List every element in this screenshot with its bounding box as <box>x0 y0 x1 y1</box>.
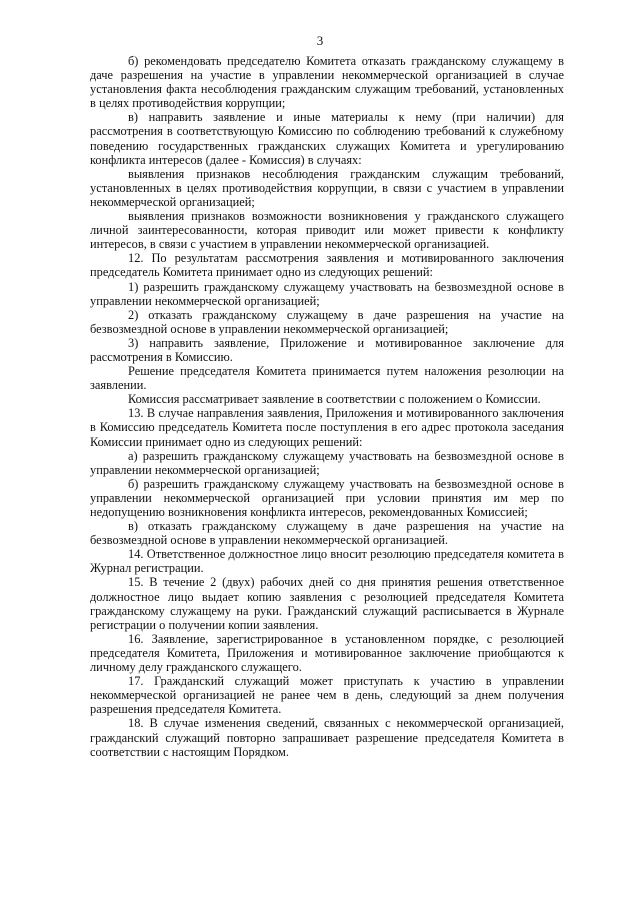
paragraph-12: 12. По результатам рассмотрения заявления и мотивированного заключения председатель Комитета принимает одно из следующих решений: <box>90 251 564 280</box>
paragraph-15: 15. В течение 2 (двух) рабочих дней со дня принятия решения ответственное должностное лицо выдает копию заявления с резолюцией председателя Комитета гражданскому служащему на руки. Гражданский служащий расписывается в Журнале регистрации о получении копии заявления. <box>90 575 564 632</box>
paragraph-17: 17. Гражданский служащий может приступать к участию в управлении некоммерческой организацией не ранее чем в день, следующий за днем получения разрешения председателя Комитета. <box>90 674 564 717</box>
paragraph-14: 14. Ответственное должностное лицо вносит резолюцию председателя комитета в Журнал регистрации. <box>90 547 564 576</box>
page-number: 3 <box>316 33 324 48</box>
paragraph-12-commission: Комиссия рассматривает заявление в соответствии с положением о Комиссии. <box>128 392 541 407</box>
paragraph-12-2: 2) отказать гражданскому служащему в даче разрешения на участие на безвозмездной основе в управлении некоммерческой организацией; <box>90 307 564 336</box>
paragraph-13v: в) отказать гражданскому служащему в даче разрешения на участие на безвозмездной основе в управлении некоммерческой организацией. <box>90 519 564 548</box>
paragraph-11v-case-1: выявления признаков несоблюдения гражданским служащим требований, установленных в целях противодействия коррупции, в связи с участием в управлении некоммерческой организацией; <box>90 166 564 209</box>
paragraph-16: 16. Заявление, зарегистрированное в установленном порядке, с резолюцией председателя Комитета, Приложения и мотивированное заключение приобщаются к личному делу гражданского служащего. <box>90 631 564 675</box>
paragraph-12-3: 3) направить заявление, Приложение и мотивированное заключение для рассмотрения в Комиссию. <box>90 335 564 364</box>
paragraph-12-1: 1) разрешить гражданскому служащему участвовать на безвозмездной основе в управлении некоммерческой организацией; <box>90 279 564 308</box>
paragraph-11b: б) рекомендовать председателю Комитета отказать гражданскому служащему в даче разрешения на участие в управлении некоммерческой организацией в случае установления факта несоблюдения гражданским служащим требований, установленных в целях противодействия коррупции; <box>90 54 564 111</box>
paragraph-18: 18. В случае изменения сведений, связанных с некоммерческой организацией, гражданский служащий повторно запрашивает разрешение председателя Комитета в соответствии с настоящим Порядком. <box>90 716 564 759</box>
paragraph-13: 13. В случае направления заявления, Приложения и мотивированного заключения в Комиссию председатель Комитета после поступления в его адрес протокола заседания Комиссии принимает одно из следующих решений: <box>90 406 564 449</box>
paragraph-13b: б) разрешить гражданскому служащему участвовать на безвозмездной основе в управлении некоммерческой организацией при условии принятия им мер по недопущению возникновения конфликта интересов, рекомендованных Комиссией; <box>90 476 564 519</box>
paragraph-11v: в) направить заявление и иные материалы к нему (при наличии) для рассмотрения в соответствующую Комиссию по соблюдению требований к служебному поведению государственных гражданских служащих Комитета и урегулированию конфликта интересов (далее - Комиссия) в случаях: <box>90 110 564 167</box>
paragraph-13a: а) разрешить гражданскому служащему участвовать на безвозмездной основе в управлении некоммерческой организацией; <box>90 448 564 477</box>
paragraph-12-resolution: Решение председателя Комитета принимается путем наложения резолюции на заявлении. <box>90 364 564 393</box>
paragraph-11v-case-2: выявления признаков возможности возникновения у гражданского служащего личной заинтересованности, которая приводит или может привести к конфликту интересов, в связи с участием в управлении некоммерческой организацией. <box>90 209 564 252</box>
document-body <box>90 54 564 759</box>
